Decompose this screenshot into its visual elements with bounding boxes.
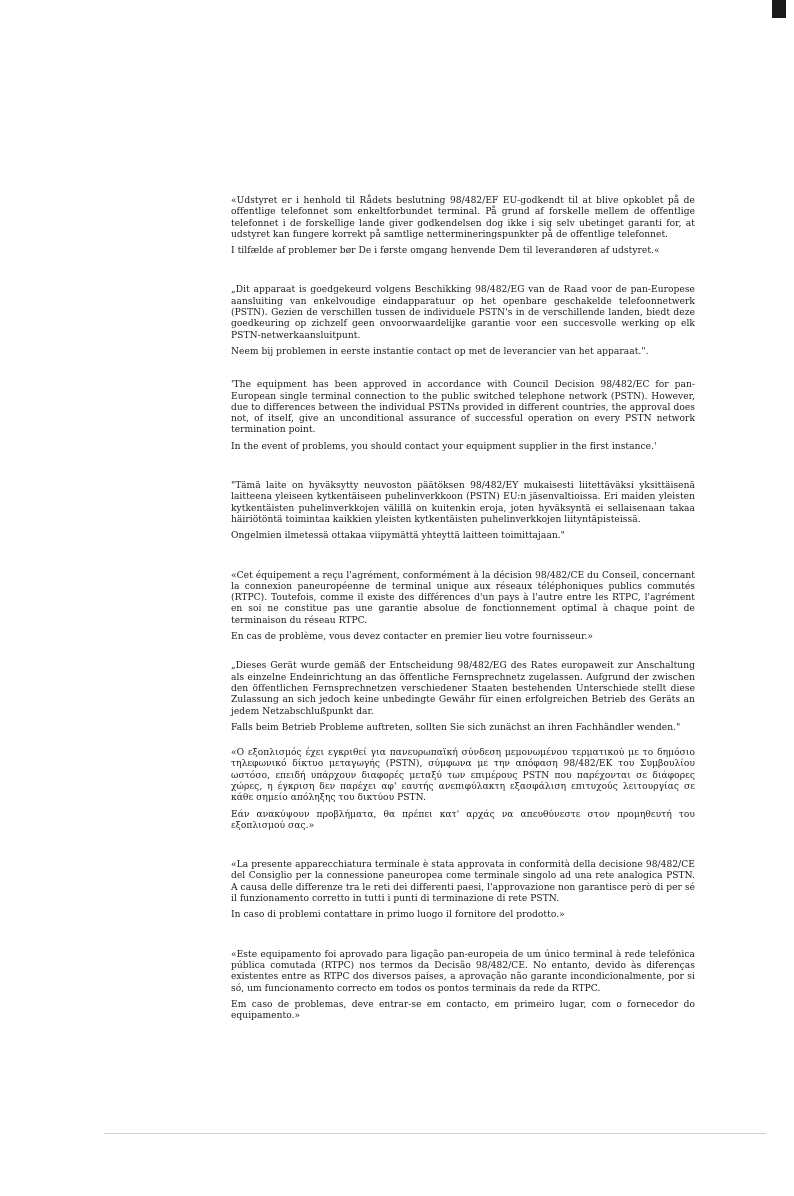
page-edge-tab: [772, 0, 786, 18]
notice-german-body: „Dieses Gerät wurde gemäß der Entscheidung 98/482/EG des Rates europaweit zur Anschaltung als einzelne Endeinrichtung an das öffentliche Fernsprechnetz zugelassen. Aufgrund der zwischen den öffentlichen Fernsprechnetzen verschiedener Staaten bestehenden Unterschiede stellt diese Zulassung an sich jedoch keine unbedingte Gewähr für einen erfolgreichen Betrieb des Geräts an jedem Netzabschlußpunkt dar.: [231, 661, 695, 717]
notice-french-body: «Cet équipement a reçu l'agrément, conformément à la décision 98/482/CE du Conseil, concernant la connexion paneuropéenne de terminal unique aux réseaux téléphoniques publics commutés (RTPC). Toutefois, comme il existe des différences d'un pays à l'autre entre les RTPC, l'agrément en soi ne constitue pas une garantie absolue de fonctionnement optimal à chaque point de terminaison du réseau RTPC.: [231, 570, 695, 626]
notice-greek-contact: Εάν ανακύψουν προβλήματα, θα πρέπει κατ' αρχάς να απευθύνεστε στον προμηθευτή του εξοπλισμού σας.»: [231, 809, 695, 831]
notice-finnish-contact: Ongelmien ilmetessä ottakaa viipymättä yhteyttä laitteen toimittajaan.": [231, 531, 565, 542]
notice-danish-body: «Udstyret er i henhold til Rådets beslutning 98/482/EF EU-godkendt til at blive opkoblet på de offentlige telefonnet som enkeltforbundet terminal. På grund af forskelle mellem de offentlige telefonnet i de forskellige lande giver godkendelsen dog ikke i sig selv ubetinget garanti for, at udstyret kan fungere korrekt på samtlige nettermineringspunkter på de offentlige telefonnet.: [231, 196, 695, 240]
notice-danish: [231, 196, 695, 257]
notice-english-body: 'The equipment has been approved in accordance with Council Decision 98/482/EC for pan-European single terminal connection to the public switched telephone network (PSTN). However, due to differences between the individual PSTNs provided in different countries, the approval does not, of itself, give an unconditional assurance of successful operation on every PSTN network termination point.: [231, 380, 695, 436]
notice-german: [231, 661, 695, 734]
notice-dutch: [231, 285, 695, 358]
notice-greek-body: «Ο εξοπλισμός έχει εγκριθεί για πανευρωπαϊκή σύνδεση μεμονωμένου τερματικού με το δημόσιο τηλεφωνικό δίκτυο μεταγωγής (PSTN), σύμφωνα με την απόφαση 98/482/ΕΚ του Συμβουλίου ωστόσο, επειδή υπάρχουν διαφορές μεταξύ των επιμέρους PSTN που παρέχονται σε διάφορες χώρες, η έγκριση δεν παρέχει αφ' εαυτής ανεπιφύλακτη εξασφάλιση επιτυχούς λειτουργίας σε κάθε σημείο απόληξης του δικτύου PSTN.: [231, 748, 695, 804]
notice-danish-contact: I tilfælde af problemer bør De i første omgang henvende Dem til leverandøren af udstyret.«: [231, 246, 660, 257]
notice-french: [231, 571, 695, 644]
notice-italian-body: «La presente apparecchiatura terminale è stata approvata in conformità della decisione 98/482/CE del Consiglio per la connessione paneuropea come terminale singolo ad una rete analogica PSTN. A causa delle differenze tra le reti dei differenti paesi, l'approvazione non garantisce però di per sé il funzionamento corretto in tutti i punti di terminazione di rete PSTN.: [231, 860, 696, 905]
ptsn-approval-notices: [231, 196, 695, 1022]
notice-finnish-body: "Tämä laite on hyväksytty neuvoston päätöksen 98/482/EY mukaisesti liitettäväksi yksittäisenä laitteena yleiseen kytkentäiseen puhelinverkkoon (PSTN) EU:n jäsenvaltioissa. Eri maiden yleisten kytkentäisten puhelinverkkojen välillä on kuitenkin eroja, joten hyväksyntä ei sellaisenaan takaa häiriötöntä toimintaa kaikkien yleisten kytkentäisten puhelinverkkojen liityntäpisteissä.: [231, 481, 695, 525]
notice-greek: [231, 748, 695, 832]
notice-italian: [231, 860, 695, 921]
notice-english-contact: In the event of problems, you should contact your equipment supplier in the first instance.': [231, 441, 657, 452]
notice-dutch-body: „Dit apparaat is goedgekeurd volgens Beschikking 98/482/EG van de Raad voor de pan-Europese aansluiting van enkelvoudige eindapparatuur op het openbare geschakelde telefoonnetwerk (PSTN). Gezien de verschillen tussen de individuele PSTN's in de verschillende landen, biedt deze goedkeuring op zichzelf geen onvoorwaardelijke garantie voor een succesvolle werking op elk PSTN-netwerkaansluitpunt.: [231, 285, 695, 341]
notice-german-contact: Falls beim Betrieb Probleme auftreten, sollten Sie sich zunächst an ihren Fachhändler wenden.": [231, 722, 681, 733]
notice-french-contact: En cas de problème, vous devez contacter en premier lieu votre fournisseur.»: [231, 632, 594, 643]
footer-rule: [104, 1133, 766, 1134]
notice-portuguese-body: «Este equipamento foi aprovado para ligação pan-europeia de um único terminal à rede telefónica pública comutada (RTPC) nos termos da Decisão 98/482/CE. No entanto, devido às diferenças existentes entre as RTPC dos diversos países, a aprovação não garante incondicionalmente, por si só, um funcionamento correcto em todos os pontos terminais da rede da RTPC.: [231, 949, 695, 994]
notice-italian-contact: In caso di problemi contattare in primo luogo il fornitore del prodotto.»: [231, 910, 565, 921]
notice-portuguese: [231, 950, 695, 1023]
notice-finnish: [231, 481, 695, 542]
notice-portuguese-contact: Em caso de problemas, deve entrar-se em contacto, em primeiro lugar, com o fornecedor do equipamento.»: [231, 999, 695, 1022]
notice-english: [231, 380, 695, 453]
notice-dutch-contact: Neem bij problemen in eerste instantie contact op met de leverancier van het apparaat.".: [231, 346, 649, 357]
